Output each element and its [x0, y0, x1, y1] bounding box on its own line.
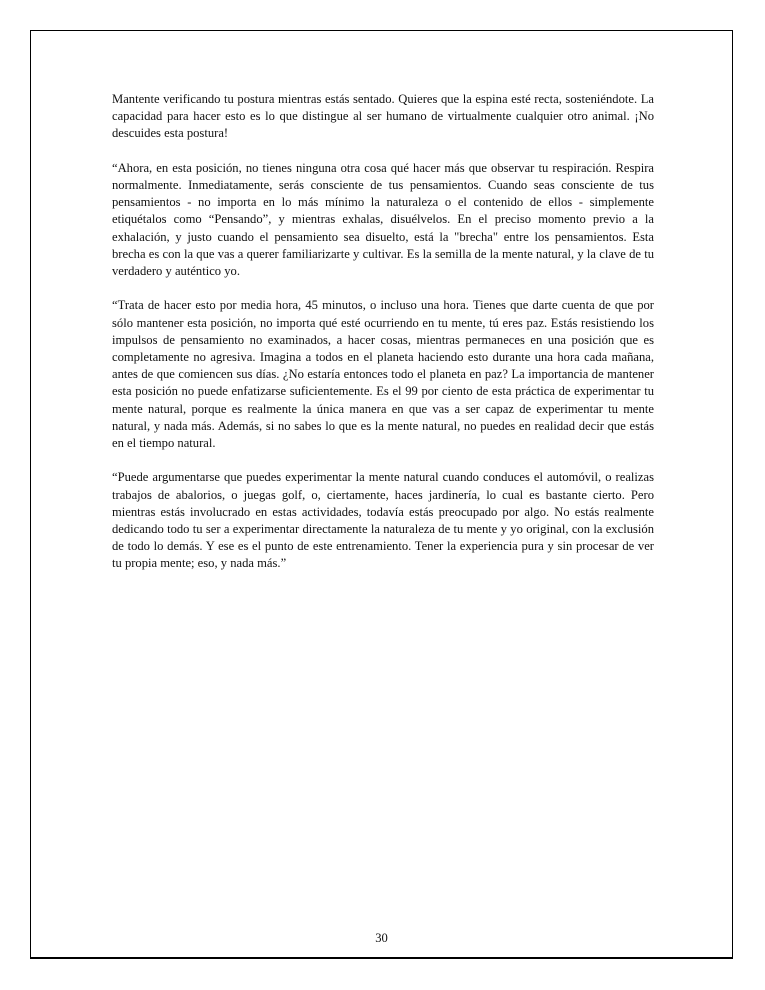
paragraph-duration: “Trata de hacer esto por media hora, 45 minutos, o incluso una hora. Tienes que darte cuenta de que por sólo mantener esta posición, no importa qué esté ocurriendo en tu mente, tú eres paz. Estás resistiendo los impulsos de pensamiento no examinados, a hacer cosas, mientras permaneces en una posición que es completamente no agresiva. Imagina a todos en el planeta haciendo esto durante una hora cada mañana, antes de que comiencen sus días. ¿No estaría entonces todo el planeta en paz? La importancia de mantener esta posición no puede enfatizarse suficientemente. Es el 99 por ciento de esta práctica de experimentar tu mente natural, porque es realmente la única manera en que vas a ser capaz de experimentar tu mente natural, y nada más. Además, si no sabes lo que es la mente natural, no puedes en realidad decir que estás en el tiempo natural.: [112, 298, 654, 451]
paragraph-activities: “Puede argumentarse que puedes experimentar la mente natural cuando conduces el automóvil, o realizas trabajos de abalorios, o juegas golf, o, ciertamente, haces jardinería, lo cual es bastante cierto. Pero mientras estás involucrado en estas actividades, todavía estás preocupado por algo. No estás realmente dedicando todo tu ser a experimentar directamente la naturaleza de tu mente y yo original, con la exclusión de todo lo demás. Y ese es el punto de este entrenamiento. Tener la experiencia pura y sin procesar de ver tu propia mente; eso, y nada más.”: [112, 470, 654, 571]
page-body: [112, 91, 654, 590]
page-frame: [30, 30, 733, 959]
paragraph-posture: Mantente verificando tu postura mientras estás sentado. Quieres que la espina esté recta, sosteniéndote. La capacidad para hacer esto es lo que distingue al ser humano de virtualmente cualquier otro animal. ¡No descuides esta postura!: [112, 92, 654, 141]
page-number: 30: [375, 931, 388, 945]
paragraph-breathing: “Ahora, en esta posición, no tienes ninguna otra cosa qué hacer más que observar tu respiración. Respira normalmente. Inmediatamente, serás consciente de tus pensamientos. Cuando seas consciente de tus pensamientos - no importa en lo más mínimo la naturaleza o el contenido de ellos - simplemente etiquétalos como “Pensando”, y mientras exhalas, disuélvelos. En el preciso momento previo a la exhalación, y justo cuando el pensamiento sea disuelto, está la "brecha" entre los pensamientos. Esta brecha es con la que vas a querer familiarizarte y cultivar. Es la semilla de la mente natural, y la clave de tu verdadero y auténtico yo.: [112, 160, 654, 279]
